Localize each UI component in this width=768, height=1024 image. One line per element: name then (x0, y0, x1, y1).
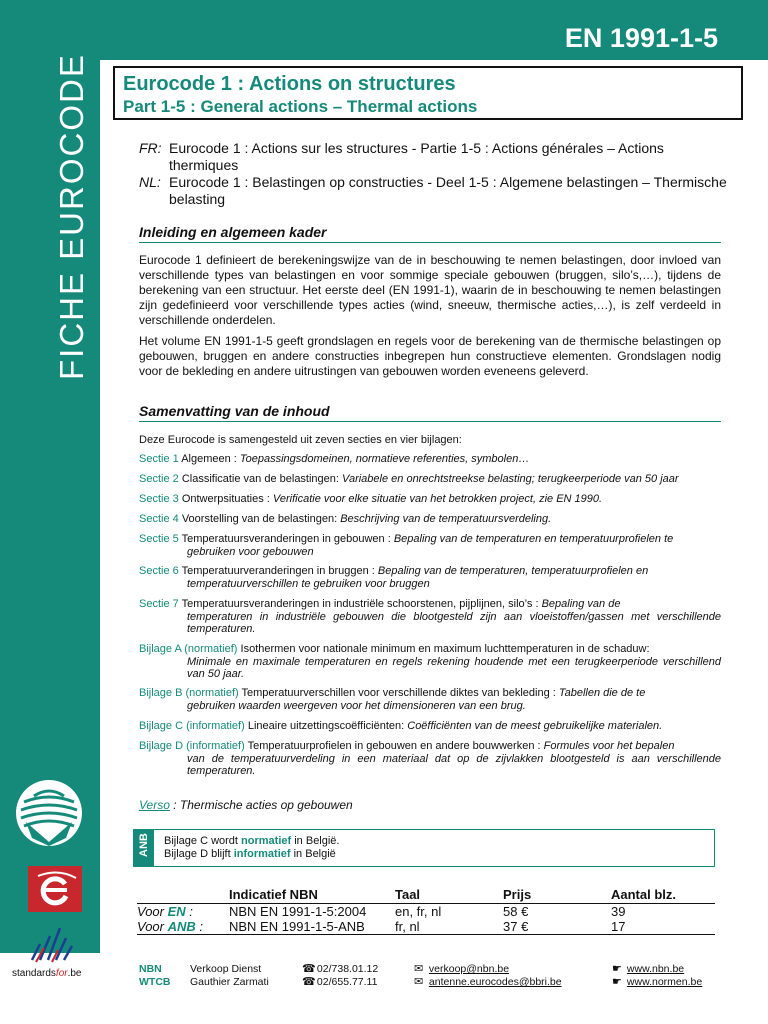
section-desc: Verificatie voor elke situatie van het betrokken project, zie EN 1990. (272, 493, 603, 505)
mouse-icon: ☛ (612, 963, 622, 975)
price: 37 € (503, 919, 611, 935)
translation-nl (139, 174, 729, 208)
footer-name: Verkoop Dienst (190, 963, 262, 975)
section-text: Voorstelling van de belastingen: (181, 513, 338, 525)
footer-org: NBN (139, 963, 162, 975)
lang-code: NL: (139, 174, 161, 190)
svg-text:standardsfor.be: standardsfor.be (12, 968, 82, 979)
section-label: Sectie 1 (139, 453, 179, 465)
section-label: Bijlage B (139, 687, 183, 699)
section-desc: Bepaling van de temperaturen, temperatuurprofielen en (377, 565, 649, 577)
section-desc: Bepaling van de (541, 598, 621, 610)
mail-icon: ✉ (414, 963, 424, 975)
section-note: (normatief) (185, 687, 239, 699)
section-desc: Toepassingsdomeinen, normatieve referenties, symbolen… (239, 453, 530, 465)
section-desc: Formules voor het bepalen (543, 740, 675, 752)
section-label: Sectie 3 (139, 493, 179, 505)
footer-phone: 02/738.01.12 (316, 963, 379, 975)
section-text: Temperatuursveranderingen in industriële schoorstenen, pijplijnen, silo’s : (181, 598, 539, 610)
section-note: (informatief) (186, 740, 245, 752)
section-note: (informatief) (186, 720, 245, 732)
language: en, fr, nl (395, 904, 442, 919)
section-desc: Coëfficiënten van de meest gebruikelijke materialen. (407, 720, 663, 732)
section-continuation: temperatuurverschillen te gebruiken voor bruggen (187, 577, 430, 590)
col-header: Aantal blz. (611, 886, 715, 904)
e-logo-icon (28, 866, 82, 912)
phone-icon: ☎ (302, 976, 316, 988)
section-continuation: van de temperatuurverdeling in een materiaal dat op de zijvlakken blootgesteld is aan verschillende temperaturen. (187, 752, 721, 777)
title-box (113, 66, 743, 120)
summary-item (139, 473, 721, 486)
language: fr, nl (395, 919, 503, 935)
anb-line-2: Bijlage D blijft informatief in België (164, 848, 336, 860)
col-header: Indicatief NBN (229, 886, 395, 904)
footer-org: WTCB (139, 976, 171, 988)
section-label: Bijlage D (139, 740, 184, 752)
section-continuation: temperaturen in industriële gebouwen die blootgesteld zijn aan vloeistoffen/gassen met verschillende temperaturen. (187, 610, 721, 635)
col-header: Taal (395, 886, 503, 904)
lang-text: Eurocode 1 : Belastingen op constructies - Deel 1-5 : Algemene belastingen – Thermische belasting (169, 174, 727, 207)
price-table (137, 886, 715, 935)
footer-emails (414, 963, 562, 989)
footer-names (190, 963, 269, 989)
page-count: 17 (611, 919, 715, 935)
nbn-code: NBN EN 1991-1-5:2004 (229, 904, 367, 919)
header-bar (100, 0, 768, 60)
summary-item (139, 598, 721, 636)
mouse-icon: ☛ (612, 976, 622, 988)
section-label: Bijlage A (139, 643, 182, 655)
intro-heading: Inleiding en algemeen kader (139, 224, 721, 243)
section-text: Temperatuursveranderingen in gebouwen : (181, 533, 391, 545)
translation-fr (139, 140, 729, 174)
section-label: Sectie 5 (139, 533, 179, 545)
section-text: Ontwerpsituaties : (181, 493, 270, 505)
row-label: Voor ANB : (137, 919, 229, 935)
summary-item (139, 533, 721, 558)
summary-item (139, 513, 721, 526)
section-note: (normatief) (184, 643, 238, 655)
intro-paragraph-2: Het volume EN 1991-1-5 geeft grondslagen en regels voor de berekening van de thermische belastingen op gebouwen, bruggen en andere constructies inbegrepen hun constructieve elementen. Grondslagen nodig voor de bekleding en andere uitrustingen van gebouwen worden eveneens geleverd. (139, 334, 721, 378)
section-label: Sectie 6 (139, 565, 179, 577)
anb-box (133, 829, 715, 867)
footer-phones (302, 963, 378, 989)
standards-logo-icon (10, 920, 94, 980)
section-text: Temperatuurverschillen voor verschillende diktes van bekleding : (241, 687, 556, 699)
section-label: Sectie 7 (139, 598, 179, 610)
col-header (137, 886, 229, 904)
email-link[interactable]: verkoop@nbn.be (428, 963, 510, 975)
table-row (137, 904, 715, 920)
verso-text: : Thermische acties op gebouwen (173, 798, 353, 812)
footer-phone: 02/655.77.11 (316, 976, 378, 988)
section-continuation: gebruiken voor gebouwen (187, 545, 314, 558)
web-link[interactable]: www.nbn.be (626, 963, 685, 975)
standard-code: EN 1991-1-5 (564, 23, 718, 53)
anb-line-1: Bijlage C wordt normatief in België. (164, 835, 340, 847)
section-label: Bijlage C (139, 720, 184, 732)
col-header: Prijs (503, 886, 611, 904)
summary-item (139, 565, 721, 590)
section-continuation: gebruiken waarden weergeven voor het dimensioneren van een brug. (187, 699, 526, 712)
section-label: Sectie 4 (139, 513, 179, 525)
nbn-code: NBN EN 1991-1-5-ANB (229, 919, 395, 935)
summary-item (139, 493, 721, 506)
section-text: Isothermen voor nationale minimum en maximum luchttemperaturen in de schaduw: (240, 643, 650, 655)
title-part: Part 1-5 : General actions – Thermal actions (123, 97, 478, 116)
table-row (137, 919, 715, 935)
sidebar-title: FICHE EUROCODE (53, 53, 90, 380)
ec-logo-icon (14, 778, 84, 848)
mail-icon: ✉ (414, 976, 424, 988)
summary-item (139, 453, 721, 466)
anb-tab-label: ANB (138, 833, 150, 857)
web-link[interactable]: www.normen.be (626, 976, 703, 988)
section-text: Temperatuurveranderingen in bruggen : (181, 565, 375, 577)
lang-code: FR: (139, 140, 162, 156)
row-label: Voor EN : (137, 904, 193, 919)
summary-item (139, 643, 721, 681)
section-text: Classificatie van de belastingen: (181, 473, 339, 485)
phone-icon: ☎ (302, 963, 316, 975)
verso-note (139, 798, 353, 813)
footer-name: Gauthier Zarmati (190, 976, 269, 988)
summary-intro: Deze Eurocode is samengesteld uit zeven secties en vier bijlagen: (139, 434, 462, 446)
section-text: Temperatuurprofielen in gebouwen en andere bouwwerken : (247, 740, 541, 752)
verso-link[interactable]: Verso (139, 798, 170, 812)
price: 58 € (503, 904, 529, 919)
summary-heading: Samenvatting van de inhoud (139, 403, 721, 422)
email-link[interactable]: antenne.eurocodes@bbri.be (428, 976, 562, 988)
section-continuation: Minimale en maximale temperaturen en regels rekening houdende met een terugkeerperiode verschillend van 50 jaar. (187, 655, 721, 680)
section-label: Sectie 2 (139, 473, 179, 485)
footer-orgs (139, 963, 171, 989)
section-text: Algemeen : (181, 453, 237, 465)
anb-tab (134, 830, 154, 866)
section-desc: Beschrijving van de temperatuursverdeling. (340, 513, 552, 525)
summary-item (139, 740, 721, 778)
intro-paragraph-1: Eurocode 1 definieert de berekeningswijze van de in beschouwing te nemen belastingen, door invloed van verschillende types van belastingen en voor sommige speciale gebouwen (bruggen, silo’s,…), tijdens de berekening van een structuur. Het eerste deel (EN 1991-1), waarin de in beschouwing te nemen belastingen zijn gedefinieerd voor verschillende types acties (wind, sneeuw, thermische acties,…), is zelf verdeeld in verschillende onderdelen. (139, 253, 721, 327)
summary-item (139, 687, 721, 712)
lang-text: Eurocode 1 : Actions sur les structures - Partie 1-5 : Actions générales – Actions thermiques (169, 140, 664, 173)
section-text: Lineaire uitzettingscoëfficiënten: (247, 720, 405, 732)
footer-websites (612, 963, 702, 989)
section-desc: Tabellen die de te (558, 687, 646, 699)
title-main: Eurocode 1 : Actions on structures (123, 73, 456, 95)
section-desc: Bepaling van de temperaturen en temperatuurprofielen te (393, 533, 674, 545)
section-desc: Variabele en onrechtstreekse belasting; terugkeerperiode van 50 jaar (342, 473, 679, 485)
summary-item (139, 720, 721, 733)
page-count: 39 (611, 904, 626, 919)
